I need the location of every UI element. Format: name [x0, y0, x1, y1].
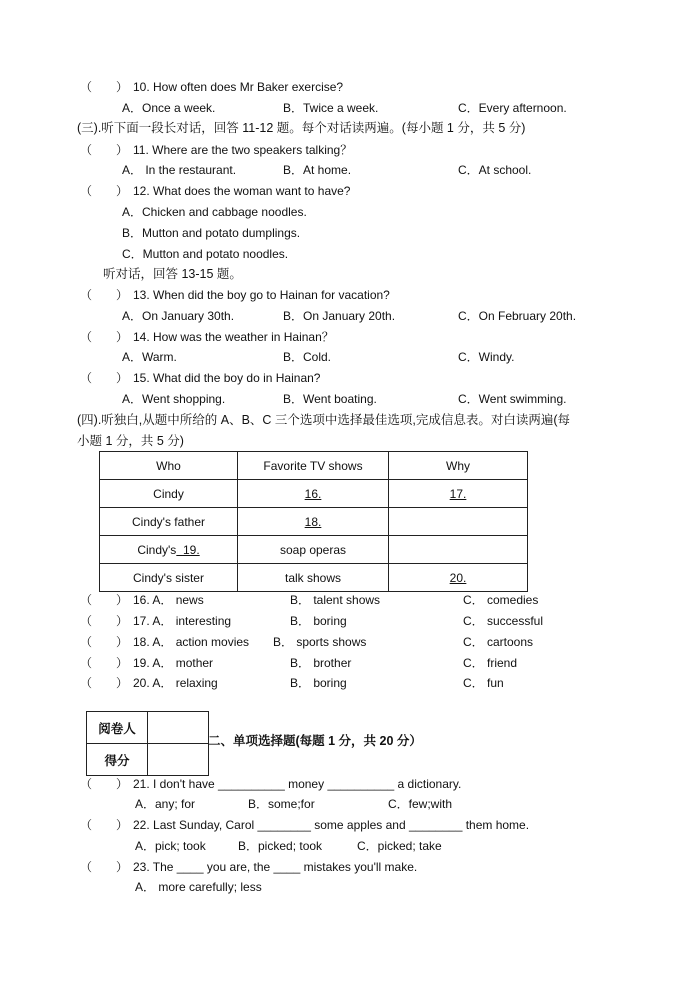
option-c: C．Windy. — [458, 350, 515, 364]
option-c: C．Went swimming. — [458, 392, 567, 406]
answer-paren: （ ） — [80, 330, 129, 344]
blank-19-label: 19. — [182, 542, 200, 557]
table-row — [100, 564, 528, 592]
option-b: B．Twice a week. — [283, 101, 379, 115]
table-cell: Cindy's sister — [100, 564, 238, 592]
option-b: B．Went boating. — [283, 392, 377, 406]
table-cell — [389, 508, 528, 536]
table-cell — [389, 536, 528, 564]
question-stem: 16. A． news — [133, 593, 204, 607]
option-b: B． boring — [290, 614, 347, 628]
option-a: A．Warm. — [122, 350, 177, 364]
answer-paren: （ ） — [80, 635, 129, 649]
answer-paren: （ ） — [80, 614, 129, 628]
answer-paren: （ ） — [80, 656, 129, 670]
option-c: C． cartoons — [463, 635, 534, 649]
option-b: B．picked; took — [238, 839, 323, 853]
reviewer-label: 阅卷人 — [87, 712, 148, 744]
option-c: C．picked; take — [357, 839, 442, 853]
table-row — [100, 480, 528, 508]
question-stem: 14. How was the weather in Hainan？ — [133, 330, 334, 344]
score-label: 得分 — [87, 744, 148, 776]
table-cell: Cindy — [100, 480, 238, 508]
blank-17: 17. — [389, 480, 528, 508]
option-b: B． talent shows — [290, 593, 381, 607]
question-stem: 10. How often does Mr Baker exercise? — [133, 80, 344, 94]
question-stem: 21. I don't have __________ money __________ a dictionary. — [133, 777, 462, 791]
blank-18: 18. — [238, 508, 389, 536]
answer-paren: （ ） — [80, 371, 129, 385]
option-c: C．Every afternoon. — [458, 101, 567, 115]
option-a: A． In the restaurant. — [122, 163, 237, 177]
option-c: C．few;with — [388, 797, 453, 811]
option-b: B． brother — [290, 656, 352, 670]
option-b: B．Mutton and potato dumplings. — [122, 226, 301, 240]
answer-paren: （ ） — [80, 676, 129, 690]
option-b: B． boring — [290, 676, 347, 690]
option-a: A．Once a week. — [122, 101, 216, 115]
question-stem: 20. A． relaxing — [133, 676, 218, 690]
question-stem: 23. The ____ you are, the ____ mistakes you'll make. — [133, 860, 418, 874]
option-a: A． more carefully; less — [135, 880, 262, 894]
section-4-title-line2: 小题 1 分，共 5 分) — [77, 434, 184, 448]
answer-paren: （ ） — [80, 80, 129, 94]
question-stem: 19. A． mother — [133, 656, 214, 670]
option-b: B．some;for — [248, 797, 315, 811]
table-cell — [100, 536, 238, 564]
cell-text: Cindy's — [137, 542, 177, 557]
section-4-title-line1: (四).听独白,从题中所给的 A、B、C 三个选项中选择最佳选项,完成信息表。对白读两遍(每 — [77, 413, 571, 427]
table-row — [100, 508, 528, 536]
table-cell: Cindy's father — [100, 508, 238, 536]
option-a: A．On January 30th. — [122, 309, 235, 323]
blank-19 — [176, 543, 199, 557]
option-a: A．any; for — [135, 797, 196, 811]
question-stem: 15. What did the boy do in Hainan? — [133, 371, 321, 385]
option-c: C． successful — [463, 614, 544, 628]
answer-paren: （ ） — [80, 818, 129, 832]
option-c: C． friend — [463, 656, 518, 670]
blank-20: 20. — [389, 564, 528, 592]
blank-16: 16. — [238, 480, 389, 508]
option-c: C． comedies — [463, 593, 539, 607]
section-3-title: (三).听下面一段长对话，回答 11-12 题。每个对话读两遍。(每小题 1 分，共 5 分) — [77, 121, 526, 135]
question-stem: 13. When did the boy go to Hainan for vacation? — [133, 288, 390, 302]
option-b: B．On January 20th. — [283, 309, 396, 323]
option-b: B．Cold. — [283, 350, 332, 364]
question-stem: 11. Where are the two speakers talking？ — [133, 143, 353, 157]
table-header-row — [100, 452, 528, 480]
answer-paren: （ ） — [80, 288, 129, 302]
answer-paren: （ ） — [80, 593, 129, 607]
option-a: A．pick; took — [135, 839, 206, 853]
question-stem: 22. Last Sunday, Carol ________ some apples and ________ them home. — [133, 818, 530, 832]
question-stem: 12. What does the woman want to have? — [133, 184, 351, 198]
table-cell: talk shows — [238, 564, 389, 592]
option-c: C．On February 20th. — [458, 309, 577, 323]
answer-paren: （ ） — [80, 143, 129, 157]
info-table — [99, 451, 528, 592]
score-field[interactable] — [148, 744, 209, 776]
table-header: Who — [100, 452, 238, 480]
part-2-title: 二、单项选择题(每题 1 分，共 20 分） — [208, 734, 422, 748]
score-box — [86, 711, 209, 776]
table-cell: soap operas — [238, 536, 389, 564]
option-c: C． fun — [463, 676, 504, 690]
option-c: C．At school. — [458, 163, 532, 177]
option-c: C．Mutton and potato noodles. — [122, 247, 289, 261]
option-a: A．Chicken and cabbage noodles. — [122, 205, 307, 219]
question-stem: 18. A． action movies — [133, 635, 250, 649]
reviewer-field[interactable] — [148, 712, 209, 744]
answer-paren: （ ） — [80, 860, 129, 874]
answer-paren: （ ） — [80, 184, 129, 198]
answer-paren: （ ） — [80, 777, 129, 791]
question-stem: 17. A． interesting — [133, 614, 232, 628]
sub-instruction: 听对话，回答 13-15 题。 — [103, 267, 242, 281]
option-b: B． sports shows — [273, 635, 367, 649]
option-b: B．At home. — [283, 163, 352, 177]
table-header: Why — [389, 452, 528, 480]
table-header: Favorite TV shows — [238, 452, 389, 480]
table-row — [100, 536, 528, 564]
option-a: A．Went shopping. — [122, 392, 226, 406]
